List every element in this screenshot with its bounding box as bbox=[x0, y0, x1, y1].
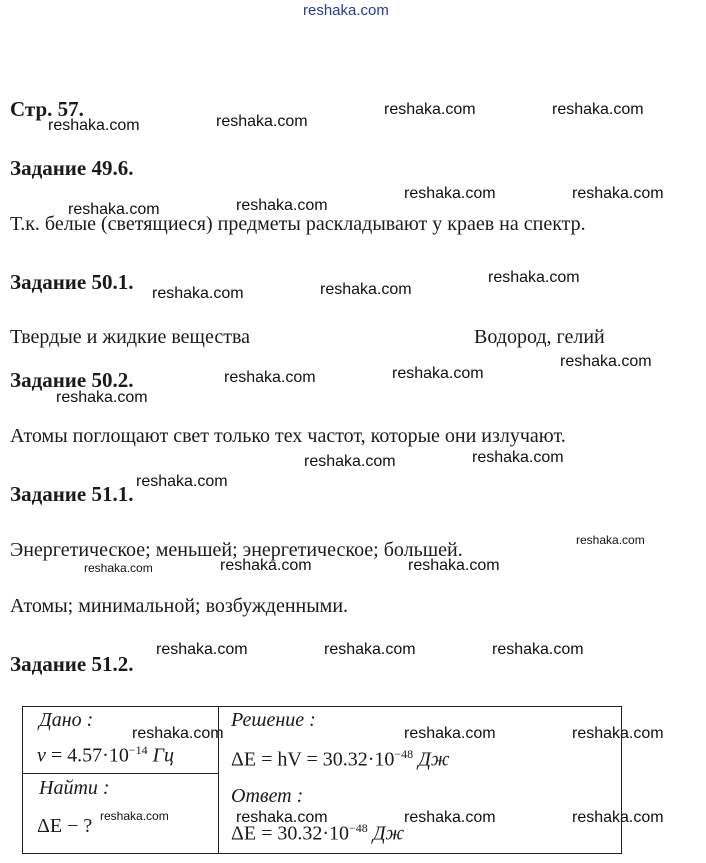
box-horizontal-divider bbox=[23, 773, 218, 774]
watermark: reshaka.com bbox=[320, 281, 412, 298]
watermark: reshaka.com bbox=[392, 365, 484, 382]
task-49-6-title: Задание 49.6. bbox=[10, 156, 134, 180]
solution-box bbox=[22, 706, 622, 854]
watermark: reshaka.com bbox=[220, 557, 312, 574]
watermark: reshaka.com bbox=[216, 113, 308, 130]
watermark: reshaka.com bbox=[324, 641, 416, 658]
watermark: reshaka.com bbox=[572, 809, 664, 826]
watermark: reshaka.com bbox=[404, 809, 496, 826]
watermark: reshaka.com bbox=[408, 557, 500, 574]
watermark: reshaka.com bbox=[56, 389, 148, 406]
watermark: reshaka.com bbox=[572, 725, 664, 742]
task-51-2-title: Задание 51.2. bbox=[10, 652, 134, 676]
task-51-1-line2: Атомы; минимальной; возбужденными. bbox=[10, 595, 349, 617]
task-50-1-text-left: Твердые и жидкие вещества bbox=[10, 326, 250, 348]
watermark: reshaka.com bbox=[132, 725, 224, 742]
watermark: reshaka.com bbox=[404, 185, 496, 202]
watermark: reshaka.com bbox=[224, 369, 316, 386]
watermark: reshaka.com bbox=[136, 473, 228, 490]
find-expression: ΔE − ? bbox=[37, 815, 93, 837]
task-50-1-title: Задание 50.1. bbox=[10, 270, 134, 294]
answer-formula: $\Delta E = 30.32\cdot 10^{-48}$ Дж bbox=[231, 821, 405, 845]
solution-formula: ΔE = hV = $30.32\cdot 10^{-48}$ Дж bbox=[231, 747, 450, 771]
watermark: reshaka.com bbox=[560, 353, 652, 370]
task-49-6-text: Т.к. белые (светящиеся) предметы раскладывают у краев на спектр. bbox=[10, 213, 586, 235]
site-header-watermark: reshaka.com bbox=[303, 2, 389, 19]
watermark: reshaka.com bbox=[100, 809, 169, 823]
watermark: reshaka.com bbox=[384, 101, 476, 118]
task-50-2-title: Задание 50.2. bbox=[10, 368, 134, 392]
watermark: reshaka.com bbox=[84, 561, 153, 575]
watermark: reshaka.com bbox=[152, 285, 244, 302]
page-label: Стр. 57. bbox=[10, 97, 84, 121]
watermark: reshaka.com bbox=[304, 453, 396, 470]
watermark: reshaka.com bbox=[236, 809, 328, 826]
watermark: reshaka.com bbox=[572, 185, 664, 202]
watermark: reshaka.com bbox=[48, 117, 140, 134]
task-50-1-text-right: Водород, гелий bbox=[474, 326, 605, 348]
watermark: reshaka.com bbox=[156, 641, 248, 658]
answer-label: Ответ : bbox=[231, 785, 304, 807]
watermark: reshaka.com bbox=[488, 269, 580, 286]
watermark: reshaka.com bbox=[492, 641, 584, 658]
watermark: reshaka.com bbox=[404, 725, 496, 742]
find-label: Найти : bbox=[39, 777, 110, 799]
watermark: reshaka.com bbox=[576, 533, 645, 547]
given-label: Дано : bbox=[39, 709, 94, 731]
watermark: reshaka.com bbox=[68, 201, 160, 218]
task-51-1-line1: Энергетическое; меньшей; энергетическое; большей. bbox=[10, 539, 463, 561]
watermark: reshaka.com bbox=[472, 449, 564, 466]
task-51-1-title: Задание 51.1. bbox=[10, 482, 134, 506]
watermark: reshaka.com bbox=[552, 101, 644, 118]
watermark: reshaka.com bbox=[236, 197, 328, 214]
given-value: $\nu = 4.57\cdot 10^{-14}$ Гц bbox=[37, 743, 175, 767]
solution-label: Решение : bbox=[231, 709, 316, 731]
task-50-2-text: Атомы поглощают свет только тех частот, которые они излучают. bbox=[10, 425, 566, 447]
